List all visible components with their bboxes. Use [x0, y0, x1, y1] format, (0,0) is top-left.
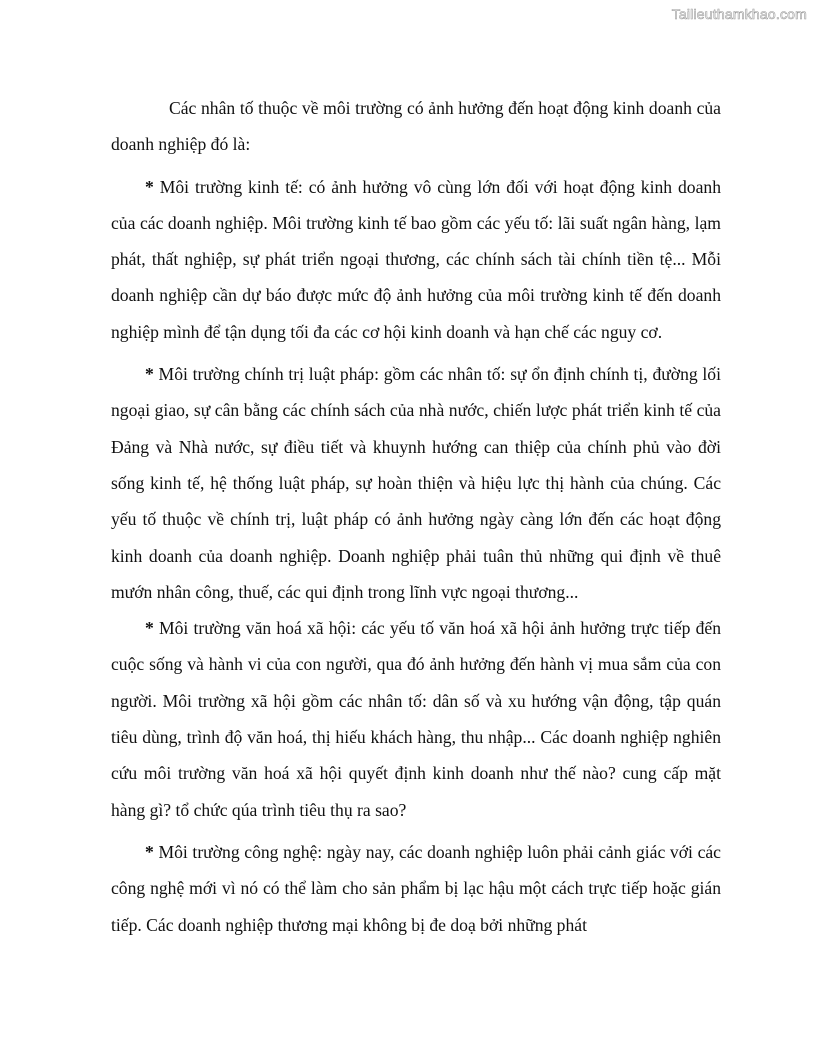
watermark-text: Tailieuthamkhao.com [671, 6, 807, 22]
paragraph-economic-environment [111, 169, 721, 350]
paragraph-political-legal-environment [111, 356, 721, 610]
document-body [111, 90, 721, 943]
paragraph-cultural-social-environment [111, 610, 721, 828]
bullet-marker: * [145, 841, 154, 862]
paragraph-text: Môi trường kinh tế: có ảnh hưởng vô cùng lớn đối với hoạt động kinh doanh của các doanh nghiệp. Môi trường kinh tế bao gồm các yếu tố: lãi suất ngân hàng, lạm phát, thất nghiệp, sự phát triển ngoại thương, các chính sách tài chính tiền tệ... Mỗi doanh nghiệp cần dự báo được mức độ ảnh hưởng của môi trường kinh tế đến doanh nghiệp mình để tận dụng tối đa các cơ hội kinh doanh và hạn chế các nguy cơ. [111, 176, 721, 342]
bullet-marker: * [145, 176, 154, 197]
bullet-marker: * [145, 618, 154, 639]
paragraph-text: Môi trường chính trị luật pháp: gồm các nhân tố: sự ổn định chính tị, đường lối ngoại giao, sự cân bằng các chính sách của nhà nước, chiến lược phát triển kinh tế của Đảng và Nhà nước, sự điều tiết và khuynh hướng can thiệp của chính phủ vào đời sống kinh tế, hệ thống luật pháp, sự hoàn thiện và hiệu lực thị hành của chúng. Các yếu tố thuộc về chính trị, luật pháp có ảnh hưởng ngày càng lớn đến các hoạt động kinh doanh của doanh nghiệp. Doanh nghiệp phải tuân thủ những qui định về thuê mướn nhân công, thuế, các qui định trong lĩnh vực ngoại thương... [111, 364, 721, 602]
bullet-marker: * [145, 364, 154, 385]
paragraph-text: Môi trường văn hoá xã hội: các yếu tố văn hoá xã hội ảnh hưởng trực tiếp đến cuộc sống và hành vi của con người, qua đó ảnh hưởng đến hành vị mua sắm của con người. Môi trường xã hội gồm các nhân tố: dân số và xu hướng vận động, tập quán tiêu dùng, trình độ văn hoá, thị hiếu khách hàng, thu nhập... Các doanh nghiệp nghiên cứu môi trường văn hoá xã hội quyết định kinh doanh như thế nào? cung cấp mặt hàng gì? tổ chức qúa trình tiêu thụ ra sao? [111, 618, 721, 820]
paragraph-text: Môi trường công nghệ: ngày nay, các doanh nghiệp luôn phải cảnh giác với các công nghệ mới vì nó có thể làm cho sản phẩm bị lạc hậu một cách trực tiếp hoặc gián tiếp. Các doanh nghiệp thương mại không bị đe doạ bởi những phát [111, 841, 721, 935]
intro-paragraph: Các nhân tố thuộc về môi trường có ảnh hưởng đến hoạt động kinh doanh của doanh nghiệp đó là: [111, 98, 721, 155]
paragraph-technology-environment [111, 834, 721, 943]
